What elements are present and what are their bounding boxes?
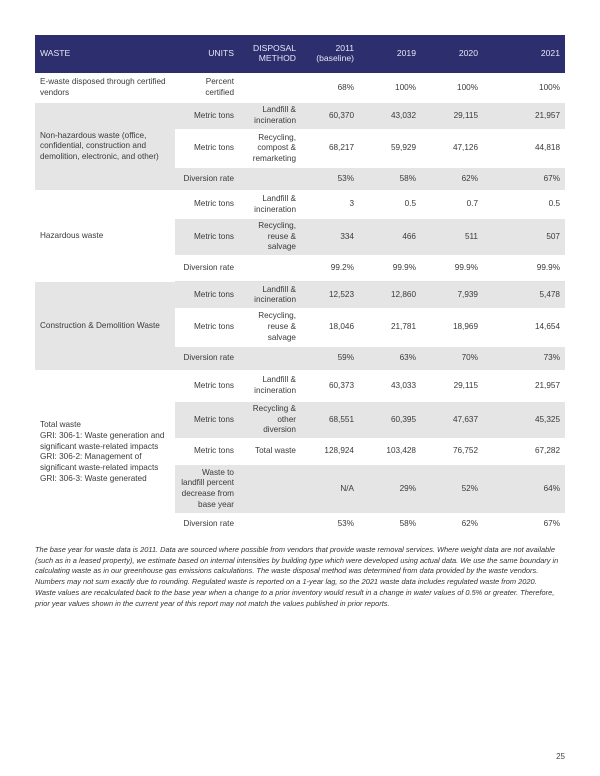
- value-2021: 67%: [483, 168, 565, 190]
- table-row: [35, 73, 565, 103]
- value-2011: 68%: [337, 82, 354, 92]
- value-2011: 53%: [337, 518, 354, 528]
- value-2020: 62%: [421, 168, 483, 190]
- header-2019: 2019: [359, 35, 421, 73]
- disposal-method-cell: Recycling & other diversion: [239, 402, 301, 438]
- value-2021: 45,325: [483, 402, 565, 438]
- table-row: [35, 282, 565, 308]
- value-2011: 334: [301, 219, 359, 255]
- disposal-method-cell: Landfill & incineration: [254, 375, 296, 395]
- value-2020: 7,939: [421, 282, 483, 308]
- units-cell: Metric tons: [175, 402, 239, 438]
- table-row: [35, 190, 565, 219]
- value-2020: 100%: [457, 82, 478, 92]
- value-2020: 52%: [421, 465, 483, 513]
- value-2019: 466: [359, 219, 421, 255]
- value-2019: 29%: [359, 465, 421, 513]
- table-row: [35, 103, 565, 129]
- header-disposal-method: DISPOSAL METHOD: [239, 35, 301, 73]
- table-body: [35, 73, 565, 535]
- units-cell: Metric tons: [193, 322, 234, 332]
- waste-category: Non-hazardous waste (office, confidential, construction and demolition, electronic, and other): [35, 103, 175, 190]
- disposal-method-cell: [239, 168, 301, 190]
- units-cell: Diversion rate: [175, 168, 239, 190]
- units-cell: Diversion rate: [183, 518, 234, 528]
- value-2011: 128,924: [324, 446, 354, 456]
- value-2021: 64%: [483, 465, 565, 513]
- value-2021: 67,282: [534, 446, 560, 456]
- disposal-method-cell: [239, 73, 301, 103]
- disposal-method-cell: Landfill & incineration: [239, 282, 301, 308]
- value-2021: 44,818: [534, 143, 560, 153]
- value-2011: 53%: [301, 168, 359, 190]
- disposal-method-cell: Landfill & incineration: [239, 103, 301, 129]
- value-2019: 103,428: [386, 446, 416, 456]
- value-2011: 99.2%: [301, 255, 359, 282]
- value-2019: 63%: [359, 347, 421, 370]
- header-waste: WASTE: [35, 35, 175, 73]
- value-2019: 58%: [359, 168, 421, 190]
- units-cell: Metric tons: [193, 446, 234, 456]
- value-2021: 73%: [483, 347, 565, 370]
- units-cell: Metric tons: [175, 219, 239, 255]
- value-2011: 60,373: [328, 380, 354, 390]
- disposal-method-cell: Landfill & incineration: [254, 193, 296, 214]
- value-2011: 18,046: [328, 322, 354, 332]
- table-header-row: [35, 35, 565, 73]
- value-2019: 58%: [399, 518, 416, 528]
- value-2011: 59%: [301, 347, 359, 370]
- header-2011: 2011 (baseline): [301, 35, 359, 73]
- page-number: 25: [556, 752, 565, 761]
- disposal-method-cell: Total waste: [255, 446, 296, 456]
- value-2020: 511: [421, 219, 483, 255]
- value-2019: 12,860: [359, 282, 421, 308]
- value-2020: 62%: [461, 518, 478, 528]
- page-content: [35, 35, 565, 609]
- header-2021: 2021: [483, 35, 565, 73]
- value-2021: 100%: [539, 82, 560, 92]
- value-2020: 0.7: [466, 199, 478, 209]
- value-2011: 3: [349, 199, 354, 209]
- units-cell: Metric tons: [193, 380, 234, 390]
- units-cell: Metric tons: [193, 143, 234, 153]
- waste-category: E-waste disposed through certified vendors: [35, 73, 175, 103]
- value-2019: 0.5: [404, 199, 416, 209]
- value-2021: 14,654: [534, 322, 560, 332]
- waste-table: [35, 35, 565, 535]
- value-2019: 100%: [395, 82, 416, 92]
- value-2019: 43,033: [390, 380, 416, 390]
- disposal-method-cell: [239, 465, 301, 513]
- footnotes: [35, 545, 565, 609]
- value-2011: 60,370: [301, 103, 359, 129]
- value-2011: N/A: [301, 465, 359, 513]
- value-2021: 0.5: [548, 199, 560, 209]
- disposal-method-cell: Recycling, compost & remarketing: [252, 132, 296, 163]
- units-cell: Metric tons: [175, 282, 239, 308]
- value-2020: 29,115: [421, 103, 483, 129]
- value-2020: 47,637: [421, 402, 483, 438]
- table-row: [35, 370, 565, 402]
- value-2020: 76,752: [452, 446, 478, 456]
- value-2021: 507: [483, 219, 565, 255]
- waste-category: Construction & Demolition Waste: [35, 282, 175, 370]
- value-2019: 21,781: [390, 322, 416, 332]
- value-2011: 12,523: [301, 282, 359, 308]
- header-units: UNITS: [175, 35, 239, 73]
- value-2021: 21,957: [483, 103, 565, 129]
- units-cell: Metric tons: [193, 199, 234, 209]
- value-2019: 59,929: [390, 143, 416, 153]
- value-2020: 99.9%: [421, 255, 483, 282]
- disposal-method-cell: [239, 255, 301, 282]
- value-2021: 99.9%: [483, 255, 565, 282]
- footnote: Waste values are recalculated back to the base year when a change to a prior inventory would result in a change in water values of 0.5% or greater. Therefore, prior year values shown in the current year of this report may not match the values published in prior reports.: [35, 587, 555, 608]
- value-2020: 47,126: [452, 143, 478, 153]
- value-2020: 70%: [421, 347, 483, 370]
- value-2019: 99.9%: [359, 255, 421, 282]
- waste-category: Total waste GRI: 306-1: Waste generation and significant waste-related impacts GRI: 306-2: Management of significant waste-related impacts GRI: 306-3: Waste generated: [35, 370, 175, 535]
- footnote: The base year for waste data is 2011. Data are sourced where possible from vendors that provide waste removal services. Where weight data are not available (such as in a leased property), we estimate based on internal intensities by building type which were developed using actual data. We use the same boundary in calculating waste as in our greenhouse gas emissions calculations. The waste disposal method was determined from data provided by the waste vendors. Numbers may not sum exactly due to rounding. Regulated waste is reported on a 1-year lag, so the 2021 waste data includes regulated waste from 2020.: [35, 544, 559, 587]
- value-2019: 60,395: [359, 402, 421, 438]
- value-2019: 43,032: [359, 103, 421, 129]
- value-2021: 67%: [543, 518, 560, 528]
- header-2020: 2020: [421, 35, 483, 73]
- disposal-method-cell: [239, 347, 301, 370]
- value-2020: 18,969: [452, 322, 478, 332]
- units-cell: Metric tons: [175, 103, 239, 129]
- value-2011: 68,551: [301, 402, 359, 438]
- value-2020: 29,115: [453, 380, 478, 390]
- units-cell: Percent certified: [205, 77, 234, 97]
- units-cell: Diversion rate: [175, 255, 239, 282]
- value-2021: 5,478: [483, 282, 565, 308]
- disposal-method-cell: Recycling, reuse & salvage: [258, 311, 296, 342]
- units-cell: Waste to landfill percent decrease from base year: [175, 465, 239, 513]
- disposal-method-cell: [239, 513, 301, 535]
- disposal-method-cell: Recycling, reuse & salvage: [239, 219, 301, 255]
- units-cell: Diversion rate: [175, 347, 239, 370]
- waste-category: Hazardous waste: [35, 190, 175, 282]
- value-2011: 68,217: [328, 143, 354, 153]
- value-2021: 21,957: [534, 380, 560, 390]
